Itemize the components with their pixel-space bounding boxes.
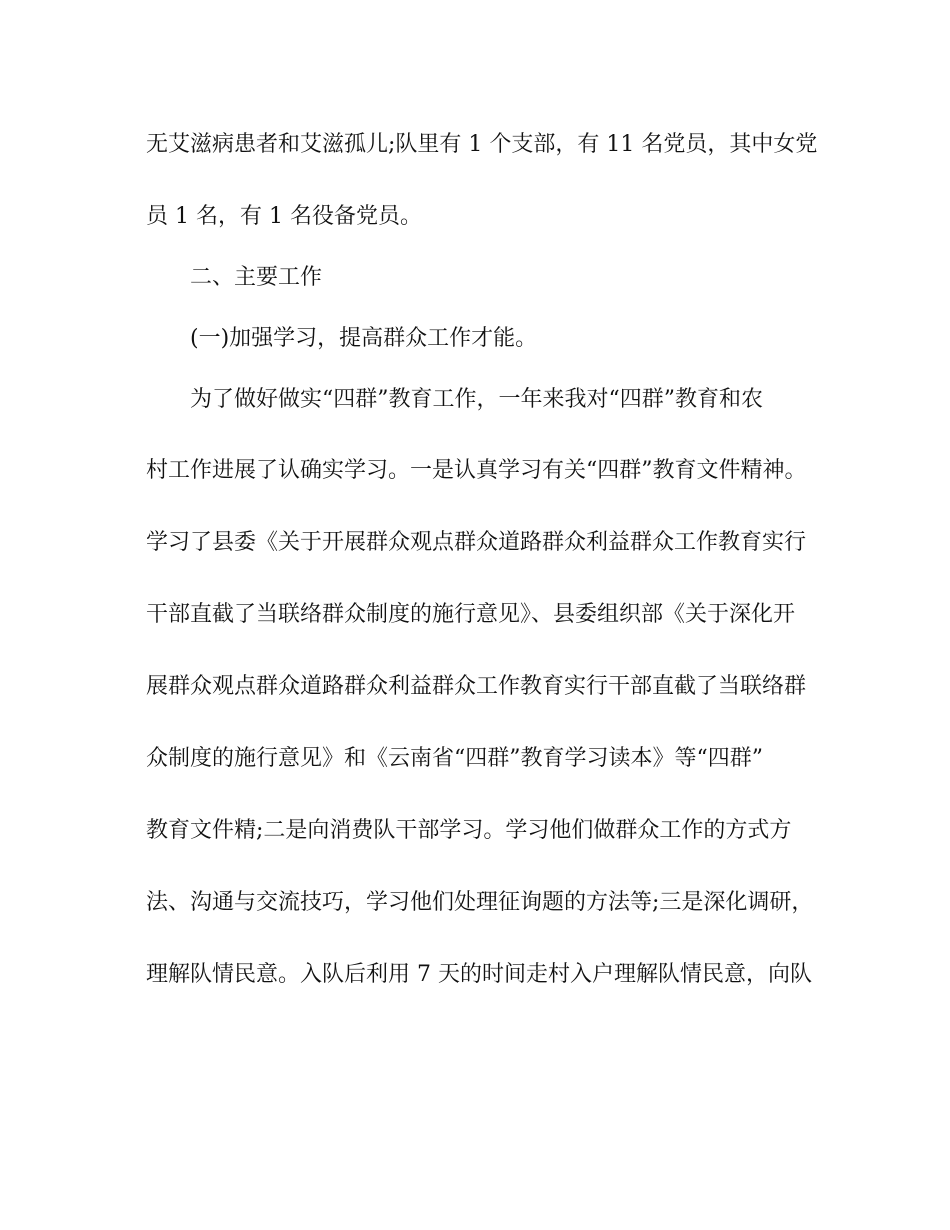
body-text-line: 众制度的施行意见》和《云南省“四群”教育学习读本》等“四群” [146,746,763,771]
body-text-line: 村工作进展了认确实学习。一是认真学习有关“四群”教育文件精神。 [146,458,807,483]
subsection-heading: (一)加强学习，提高群众工作才能。 [190,326,538,351]
paragraph-start-line: 为了做好做实“四群”教育工作，一年来我对“四群”教育和农 [190,387,763,412]
body-text-line: 法、沟通与交流技巧，学习他们处理征询题的方法等;三是深化调研， [146,890,814,915]
body-text-line: 理解队情民意。入队后利用 7 天的时间走村入户理解队情民意，向队 [146,962,812,987]
body-text-line: 无艾滋病患者和艾滋孤儿;队里有 1 个支部，有 11 名党员，其中女党 [146,132,818,157]
section-heading: 二、主要工作 [190,265,323,290]
body-text-line: 展群众观点群众道路群众利益群众工作教育实行干部直截了当联络群 [146,674,807,699]
body-text-line: 教育文件精;二是向消费队干部学习。学习他们做群众工作的方式方 [146,818,792,843]
body-text-line: 干部直截了当联络群众制度的施行意见》、县委组织部《关于深化开 [146,602,796,627]
body-text-line: 学习了县委《关于开展群众观点群众道路群众利益群众工作教育实行 [146,530,807,555]
body-text-line: 员 1 名，有 1 名役备党员。 [146,204,422,229]
